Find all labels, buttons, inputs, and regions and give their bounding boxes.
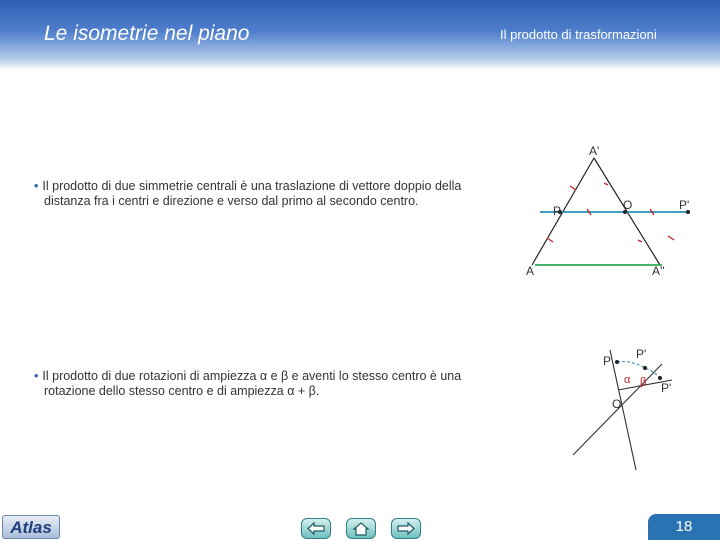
figure2-label-beta: β	[640, 376, 647, 388]
figure1-label-p: P	[553, 204, 562, 218]
page-title: Le isometrie nel piano	[44, 22, 250, 45]
bullet-text-line1: Il prodotto di due simmetrie centrali è una traslazione di vettore doppio della	[42, 179, 462, 193]
figure2-label-p1: P'	[636, 347, 647, 361]
bullet-icon: •	[34, 179, 39, 193]
home-button[interactable]	[346, 518, 376, 539]
figure1-label-a1: A'	[589, 144, 600, 158]
figure2-label-o: O	[612, 397, 622, 411]
bullet-icon: •	[34, 369, 39, 383]
arrow-right-icon	[392, 519, 420, 538]
page-subtitle: Il prodotto di trasformazioni	[500, 27, 657, 42]
figure1-label-a2: A''	[652, 264, 665, 278]
figure1-label-p1: P'	[679, 198, 690, 212]
figure2-label-alpha: α	[624, 374, 631, 386]
bullet-text-line1: Il prodotto di due rotazioni di ampiezza α e β e aventi lo stesso centro è una	[42, 369, 462, 383]
figure2-point-p2	[658, 376, 662, 380]
next-button[interactable]	[391, 518, 421, 539]
bullet-text-line2: distanza fra i centri e direzione e verso dal primo al secondo centro.	[44, 194, 419, 208]
atlas-logo: Atlas	[2, 515, 60, 539]
figure2-label-p2: P'	[661, 381, 672, 395]
arrow-left-icon	[302, 519, 330, 538]
figure2-point-p1	[643, 366, 647, 370]
figure2-label-p: P	[603, 354, 612, 368]
figure1-label-o: O	[623, 198, 633, 212]
page-number: 18	[648, 514, 720, 540]
previous-button[interactable]	[301, 518, 331, 539]
bullet-text-line2: rotazione dello stesso centro e di ampiezza α + β.	[44, 384, 320, 398]
figure1-label-a: A	[526, 264, 535, 278]
figure2-point-p	[615, 360, 619, 364]
home-icon	[347, 519, 375, 538]
